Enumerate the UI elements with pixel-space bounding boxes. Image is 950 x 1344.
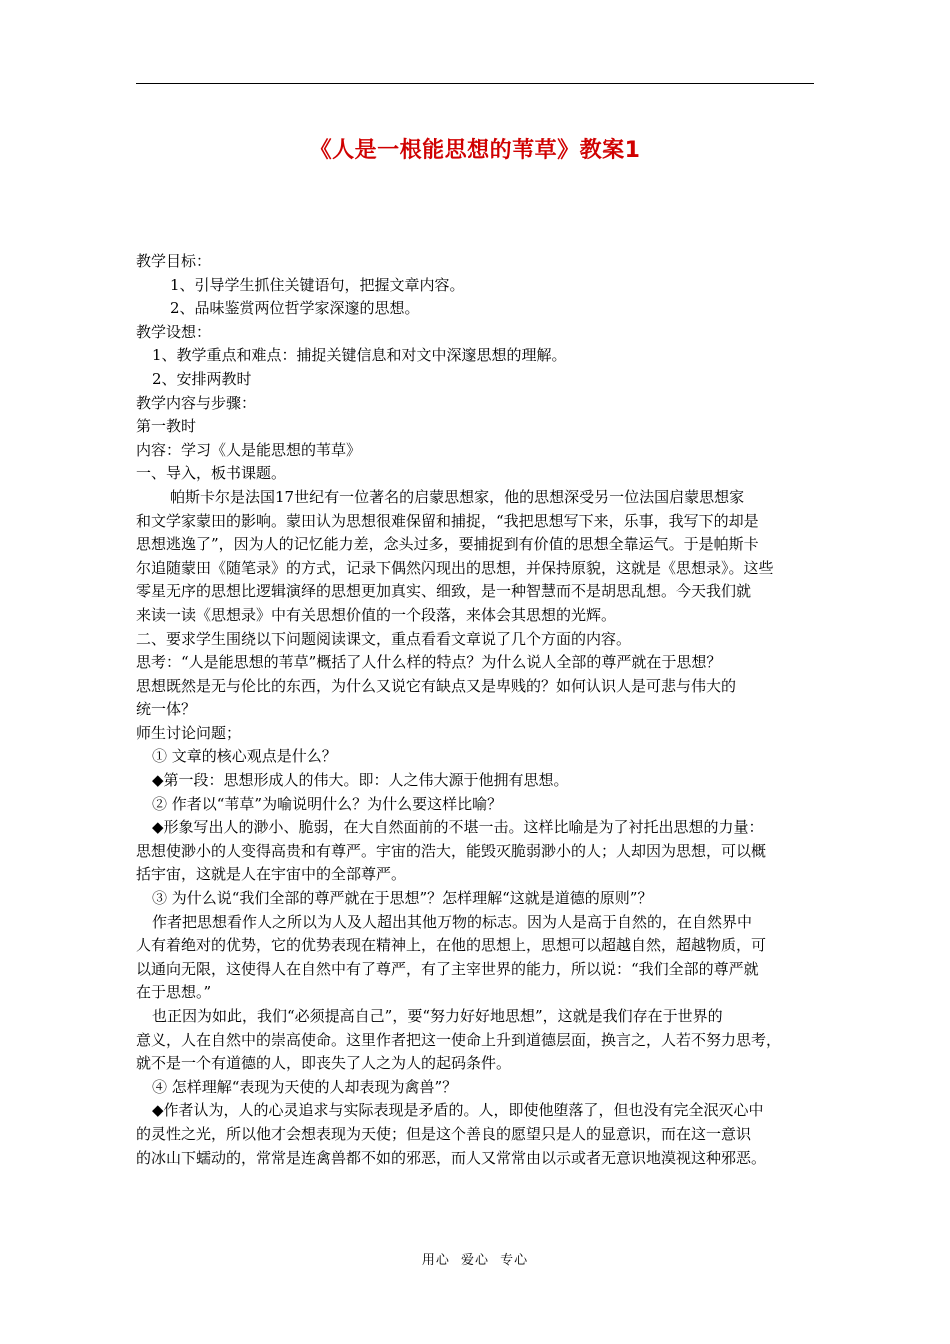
text-line: 思想逃逸了”，因为人的记忆能力差，念头过多，要捕捉到有价值的思想全靠运气。于是帕斯卡 — [136, 535, 759, 554]
document-body — [136, 250, 820, 1170]
text-line: 一、导入，板书课题。 — [136, 464, 287, 483]
text-line: 教学目标： — [136, 252, 212, 270]
text-line: 教学设想： — [136, 322, 212, 341]
text-line: 尔追随蒙田《随笔录》的方式，记录下偶然闪现出的思想，并保持原貌，这就是《思想录》。这些 — [136, 558, 774, 577]
text-line: 第一教时 — [136, 417, 197, 436]
page-footer: 用心 爱心 专心 — [421, 1253, 529, 1268]
text-line: 2、品味鉴赏两位哲学家深邃的思想。 — [170, 299, 420, 318]
text-line: 2、安排两教时 — [152, 369, 252, 388]
text-line: ④ 怎样理解“表现为天使的人却表现为禽兽”？ — [152, 1077, 458, 1096]
text-line: 教学内容与步骤： — [136, 393, 257, 412]
text-line: 师生讨论问题； — [136, 723, 242, 742]
text-line: ◆作者认为，人的心灵追求与实际表现是矛盾的。人，即使他堕落了，但也没有完全泯灭心中 — [152, 1101, 764, 1120]
text-line: ◆形象写出人的渺小、脆弱，在大自然面前的不堪一击。这样比喻是为了衬托出思想的力量： — [152, 818, 764, 837]
text-line: 的冰山下蠕动的，常常是连禽兽都不如的邪恶，而人又常常由以示或者无意识地漠视这种邪恶。 — [136, 1148, 767, 1167]
text-line: 作者把思想看作人之所以为人及人超出其他万物的标志。因为人是高于自然的，在自然界中 — [152, 912, 753, 931]
text-line: ② 作者以“苇草”为喻说明什么？为什么要这样比喻？ — [152, 794, 503, 813]
text-line: 和文学家蒙田的影响。蒙田认为思想很难保留和捕捉，“我把思想写下来，乐事，我写下的却是 — [136, 511, 759, 530]
text-line: 二、要求学生围绕以下问题阅读课文，重点看看文章说了几个方面的内容。 — [136, 629, 632, 648]
text-line: ③ 为什么说“我们全部的尊严就在于思想”？怎样理解“这就是道德的原则”？ — [152, 889, 653, 908]
text-line: 1、教学重点和难点：捕捉关键信息和对文中深邃思想的理解。 — [152, 346, 567, 365]
text-line: 以通向无限，这使得人在自然中有了尊严，有了主宰世界的能力，所以说：“我们全部的尊严就 — [136, 959, 759, 978]
text-line: 在于思想。” — [136, 983, 212, 1002]
header-rule — [136, 83, 814, 84]
text-line: 帕斯卡尔是法国17世纪有一位著名的启蒙思想家，他的思想深受另一位法国启蒙思想家 — [170, 487, 745, 506]
text-line: 就不是一个有道德的人，即丧失了人之为人的起码条件。 — [136, 1054, 512, 1073]
text-line: ① 文章的核心观点是什么？ — [152, 747, 337, 766]
text-line: 思考：“人是能思想的苇草”概括了人什么样的特点？为什么说人全部的尊严就在于思想？ — [136, 653, 722, 672]
text-line: 意义，人在自然中的崇高使命。这里作者把这一使命上升到道德层面，换言之，人若不努力思考， — [136, 1030, 782, 1049]
text-line: 零星无序的思想比逻辑演绎的思想更加真实、细致，是一种智慧而不是胡思乱想。今天我们就 — [136, 582, 752, 601]
text-line: 人有着绝对的优势，它的优势表现在精神上，在他的思想上，思想可以超越自然，超越物质，可 — [136, 936, 767, 955]
text-line: ◆第一段：思想形成人的伟大。即：人之伟大源于他拥有思想。 — [152, 771, 569, 790]
text-line: 来读一读《思想录》中有关思想价值的一个段落，来体会其思想的光辉。 — [136, 605, 617, 624]
text-line: 思想既然是无与伦比的东西，为什么又说它有缺点又是卑贱的？如何认识人是可悲与伟大的 — [136, 676, 737, 695]
document-title: 《人是一根能思想的苇草》教案1 — [309, 138, 641, 163]
text-line: 也正因为如此，我们“必须提高自己”，要“努力好好地思想”，这就是我们存在于世界的 — [152, 1007, 723, 1025]
text-line: 1、引导学生抓住关键语句，把握文章内容。 — [170, 275, 465, 294]
text-line: 的灵性之光，所以他才会想表现为天使；但是这个善良的愿望只是人的显意识，而在这一意识 — [136, 1124, 752, 1143]
text-line: 思想使渺小的人变得高贵和有尊严。宇宙的浩大，能毁灭脆弱渺小的人；人却因为思想，可以概 — [136, 841, 767, 860]
text-line: 括宇宙，这就是人在宇宙中的全部尊严。 — [136, 865, 407, 884]
text-line: 内容：学习《人是能思想的苇草》 — [136, 440, 362, 459]
text-line: 统一体？ — [136, 700, 197, 719]
